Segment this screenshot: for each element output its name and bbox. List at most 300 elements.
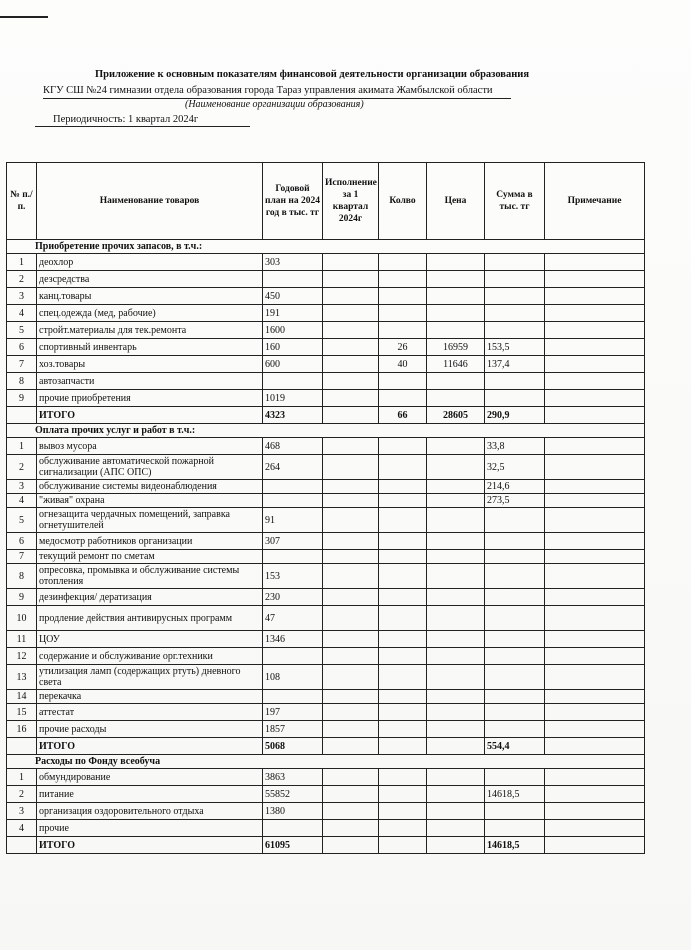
note: [545, 550, 645, 564]
total-exec: [323, 837, 379, 854]
annual-plan: 55852: [263, 786, 323, 803]
item-name: медосмотр работников организации: [37, 533, 263, 550]
item-name: дезинфекция/ дератизация: [37, 589, 263, 606]
execution-q1: [323, 322, 379, 339]
execution-q1: [323, 589, 379, 606]
price: [427, 550, 485, 564]
price: 16959: [427, 339, 485, 356]
price: [427, 690, 485, 704]
table-row: [7, 455, 645, 480]
quantity: [379, 589, 427, 606]
note: [545, 769, 645, 786]
note: [545, 373, 645, 390]
annual-plan: 600: [263, 356, 323, 373]
quantity: [379, 606, 427, 631]
item-name: деохлор: [37, 254, 263, 271]
note: [545, 322, 645, 339]
item-name: стройт.материалы для тек.ремонта: [37, 322, 263, 339]
header-plan: Годовой план на 2024 год в тыс. тг: [263, 163, 323, 240]
execution-q1: [323, 631, 379, 648]
item-name: прочие: [37, 820, 263, 837]
total-note: [545, 738, 645, 755]
sum-thousand-tenge: [485, 254, 545, 271]
row-number: 4: [7, 820, 37, 837]
execution-q1: [323, 254, 379, 271]
row-number: 4: [7, 305, 37, 322]
row-number: 7: [7, 550, 37, 564]
total-number: [7, 407, 37, 424]
table-row: [7, 494, 645, 508]
item-name: спец.одежда (мед, рабочие): [37, 305, 263, 322]
total-number: [7, 837, 37, 854]
execution-q1: [323, 648, 379, 665]
item-name: содержание и обслуживание орг.техники: [37, 648, 263, 665]
total-row: [7, 837, 645, 854]
table-row: [7, 631, 645, 648]
item-name: опресовка, промывка и обслуживание системы отопления: [37, 564, 263, 589]
table-row: [7, 550, 645, 564]
total-plan: 61095: [263, 837, 323, 854]
organization-caption: (Наименование организации образования): [185, 99, 364, 110]
total-label: ИТОГО: [37, 407, 263, 424]
annual-plan: 91: [263, 508, 323, 533]
total-qty: [379, 837, 427, 854]
item-name: обслуживание системы видеонаблюдения: [37, 480, 263, 494]
execution-q1: [323, 665, 379, 690]
item-name: автозапчасти: [37, 373, 263, 390]
note: [545, 690, 645, 704]
item-name: утилизация ламп (содержащих ртуть) дневного света: [37, 665, 263, 690]
period-underline: [35, 126, 250, 127]
item-name: обмундирование: [37, 769, 263, 786]
annual-plan: 1600: [263, 322, 323, 339]
item-name: перекачка: [37, 690, 263, 704]
sum-thousand-tenge: [485, 803, 545, 820]
execution-q1: [323, 271, 379, 288]
expenses-table: [6, 162, 645, 854]
note: [545, 288, 645, 305]
price: [427, 803, 485, 820]
note: [545, 648, 645, 665]
execution-q1: [323, 373, 379, 390]
execution-q1: [323, 494, 379, 508]
total-price: 28605: [427, 407, 485, 424]
section-header-row: [7, 424, 645, 438]
section-title: Оплата прочих услуг и работ в т.ч.:: [7, 424, 645, 438]
quantity: [379, 533, 427, 550]
annual-plan: 1346: [263, 631, 323, 648]
quantity: [379, 564, 427, 589]
annual-plan: [263, 820, 323, 837]
table-row: [7, 589, 645, 606]
price: [427, 648, 485, 665]
annual-plan: 153: [263, 564, 323, 589]
execution-q1: [323, 390, 379, 407]
total-qty: [379, 738, 427, 755]
quantity: [379, 550, 427, 564]
note: [545, 820, 645, 837]
quantity: [379, 480, 427, 494]
sum-thousand-tenge: [485, 550, 545, 564]
price: [427, 606, 485, 631]
quantity: [379, 803, 427, 820]
table-row: [7, 704, 645, 721]
row-number: 10: [7, 606, 37, 631]
sum-thousand-tenge: [485, 533, 545, 550]
table-row: [7, 665, 645, 690]
annual-plan: [263, 550, 323, 564]
annual-plan: 3863: [263, 769, 323, 786]
table-row: [7, 305, 645, 322]
price: [427, 373, 485, 390]
total-note: [545, 837, 645, 854]
table-row: [7, 786, 645, 803]
price: [427, 665, 485, 690]
row-number: 8: [7, 373, 37, 390]
row-number: 1: [7, 769, 37, 786]
table-row: [7, 373, 645, 390]
quantity: 40: [379, 356, 427, 373]
quantity: [379, 288, 427, 305]
header-sum: Сумма в тыс. тг: [485, 163, 545, 240]
total-sum: 14618,5: [485, 837, 545, 854]
price: 11646: [427, 356, 485, 373]
table-row: [7, 648, 645, 665]
total-row: [7, 407, 645, 424]
annual-plan: 303: [263, 254, 323, 271]
annual-plan: 230: [263, 589, 323, 606]
total-plan: 5068: [263, 738, 323, 755]
row-number: 5: [7, 322, 37, 339]
row-number: 1: [7, 438, 37, 455]
section-title: Приобретение прочих запасов, в т.ч.:: [7, 240, 645, 254]
sum-thousand-tenge: [485, 769, 545, 786]
quantity: [379, 648, 427, 665]
note: [545, 631, 645, 648]
annual-plan: [263, 373, 323, 390]
execution-q1: [323, 455, 379, 480]
sum-thousand-tenge: [485, 631, 545, 648]
item-name: питание: [37, 786, 263, 803]
quantity: [379, 494, 427, 508]
table-row: [7, 438, 645, 455]
note: [545, 589, 645, 606]
sum-thousand-tenge: [485, 648, 545, 665]
quantity: [379, 322, 427, 339]
item-name: продление действия антивирусных программ: [37, 606, 263, 631]
quantity: [379, 704, 427, 721]
header-num: № п./п.: [7, 163, 37, 240]
item-name: ЦОУ: [37, 631, 263, 648]
quantity: [379, 455, 427, 480]
total-number: [7, 738, 37, 755]
sum-thousand-tenge: [485, 390, 545, 407]
price: [427, 480, 485, 494]
sum-thousand-tenge: [485, 606, 545, 631]
table-body: [7, 240, 645, 854]
organization-name: КГУ СШ №24 гимназии отдела образования города Тараз управления акимата Жамбылской области: [43, 85, 493, 96]
sum-thousand-tenge: [485, 721, 545, 738]
table-row: [7, 533, 645, 550]
total-sum: 290,9: [485, 407, 545, 424]
total-exec: [323, 738, 379, 755]
item-name: хоз.товары: [37, 356, 263, 373]
price: [427, 533, 485, 550]
execution-q1: [323, 721, 379, 738]
section-title: Расходы по Фонду всеобуча: [7, 755, 645, 769]
sum-thousand-tenge: 153,5: [485, 339, 545, 356]
table-row: [7, 606, 645, 631]
row-number: 3: [7, 288, 37, 305]
sum-thousand-tenge: [485, 564, 545, 589]
table-row: [7, 356, 645, 373]
price: [427, 786, 485, 803]
quantity: [379, 631, 427, 648]
sum-thousand-tenge: [485, 690, 545, 704]
row-number: 16: [7, 721, 37, 738]
execution-q1: [323, 305, 379, 322]
note: [545, 533, 645, 550]
row-number: 2: [7, 271, 37, 288]
item-name: прочие приобретения: [37, 390, 263, 407]
sum-thousand-tenge: [485, 271, 545, 288]
table-row: [7, 339, 645, 356]
annual-plan: [263, 648, 323, 665]
note: [545, 564, 645, 589]
price: [427, 564, 485, 589]
sum-thousand-tenge: [485, 288, 545, 305]
quantity: [379, 305, 427, 322]
price: [427, 322, 485, 339]
execution-q1: [323, 438, 379, 455]
note: [545, 494, 645, 508]
note: [545, 356, 645, 373]
section-header-row: [7, 755, 645, 769]
price: [427, 288, 485, 305]
annual-plan: 468: [263, 438, 323, 455]
note: [545, 271, 645, 288]
price: [427, 438, 485, 455]
quantity: 26: [379, 339, 427, 356]
quantity: [379, 373, 427, 390]
annual-plan: 264: [263, 455, 323, 480]
table-row: [7, 390, 645, 407]
note: [545, 803, 645, 820]
execution-q1: [323, 533, 379, 550]
price: [427, 508, 485, 533]
execution-q1: [323, 820, 379, 837]
price: [427, 305, 485, 322]
table-row: [7, 322, 645, 339]
sum-thousand-tenge: 32,5: [485, 455, 545, 480]
table-row: [7, 820, 645, 837]
quantity: [379, 690, 427, 704]
total-price: [427, 738, 485, 755]
item-name: канц.товары: [37, 288, 263, 305]
row-number: 6: [7, 533, 37, 550]
quantity: [379, 390, 427, 407]
sum-thousand-tenge: 33,8: [485, 438, 545, 455]
note: [545, 339, 645, 356]
total-row: [7, 738, 645, 755]
annual-plan: [263, 690, 323, 704]
note: [545, 665, 645, 690]
execution-q1: [323, 564, 379, 589]
sum-thousand-tenge: [485, 704, 545, 721]
quantity: [379, 721, 427, 738]
price: [427, 390, 485, 407]
sum-thousand-tenge: 137,4: [485, 356, 545, 373]
quantity: [379, 254, 427, 271]
annual-plan: 1019: [263, 390, 323, 407]
note: [545, 704, 645, 721]
table-row: [7, 803, 645, 820]
execution-q1: [323, 769, 379, 786]
price: [427, 721, 485, 738]
annual-plan: 450: [263, 288, 323, 305]
item-name: спортивный инвентарь: [37, 339, 263, 356]
sum-thousand-tenge: [485, 508, 545, 533]
quantity: [379, 769, 427, 786]
annual-plan: 197: [263, 704, 323, 721]
sum-thousand-tenge: [485, 820, 545, 837]
header-name: Наименование товаров: [37, 163, 263, 240]
execution-q1: [323, 339, 379, 356]
execution-q1: [323, 786, 379, 803]
header-qty: Колво: [379, 163, 427, 240]
execution-q1: [323, 356, 379, 373]
price: [427, 704, 485, 721]
note: [545, 508, 645, 533]
item-name: прочие расходы: [37, 721, 263, 738]
table-row: [7, 288, 645, 305]
execution-q1: [323, 606, 379, 631]
row-number: 8: [7, 564, 37, 589]
table-row: [7, 508, 645, 533]
row-number: 7: [7, 356, 37, 373]
note: [545, 438, 645, 455]
row-number: 14: [7, 690, 37, 704]
sum-thousand-tenge: [485, 665, 545, 690]
row-number: 15: [7, 704, 37, 721]
annual-plan: [263, 494, 323, 508]
annual-plan: 47: [263, 606, 323, 631]
price: [427, 271, 485, 288]
table-row: [7, 721, 645, 738]
annual-plan: 1380: [263, 803, 323, 820]
annual-plan: [263, 271, 323, 288]
row-number: 9: [7, 390, 37, 407]
section-header-row: [7, 240, 645, 254]
row-number: 3: [7, 480, 37, 494]
quantity: [379, 665, 427, 690]
item-name: огнезащита чердачных помещений, заправка огнетушителей: [37, 508, 263, 533]
row-number: 11: [7, 631, 37, 648]
sum-thousand-tenge: [485, 305, 545, 322]
annual-plan: 108: [263, 665, 323, 690]
execution-q1: [323, 803, 379, 820]
row-number: 4: [7, 494, 37, 508]
sum-thousand-tenge: 273,5: [485, 494, 545, 508]
quantity: [379, 438, 427, 455]
price: [427, 254, 485, 271]
table-row: [7, 564, 645, 589]
table-row: [7, 769, 645, 786]
execution-q1: [323, 704, 379, 721]
note: [545, 254, 645, 271]
total-qty: 66: [379, 407, 427, 424]
row-number: 6: [7, 339, 37, 356]
note: [545, 480, 645, 494]
table-row: [7, 271, 645, 288]
execution-q1: [323, 550, 379, 564]
item-name: вывоз мусора: [37, 438, 263, 455]
header-price: Цена: [427, 163, 485, 240]
note: [545, 721, 645, 738]
sum-thousand-tenge: 14618,5: [485, 786, 545, 803]
note: [545, 305, 645, 322]
total-label: ИТОГО: [37, 837, 263, 854]
row-number: 2: [7, 455, 37, 480]
row-number: 9: [7, 589, 37, 606]
item-name: "живая" охрана: [37, 494, 263, 508]
price: [427, 769, 485, 786]
quantity: [379, 786, 427, 803]
note: [545, 786, 645, 803]
header-exec: Исполнение за 1 квартал 2024г: [323, 163, 379, 240]
execution-q1: [323, 480, 379, 494]
annual-plan: [263, 480, 323, 494]
sum-thousand-tenge: [485, 322, 545, 339]
item-name: текущий ремонт по сметам: [37, 550, 263, 564]
price: [427, 455, 485, 480]
row-number: 12: [7, 648, 37, 665]
row-number: 13: [7, 665, 37, 690]
row-number: 3: [7, 803, 37, 820]
item-name: аттестат: [37, 704, 263, 721]
row-number: 1: [7, 254, 37, 271]
total-price: [427, 837, 485, 854]
table-header-row: [7, 163, 645, 240]
total-label: ИТОГО: [37, 738, 263, 755]
total-note: [545, 407, 645, 424]
total-sum: 554,4: [485, 738, 545, 755]
note: [545, 390, 645, 407]
quantity: [379, 271, 427, 288]
corner-mark: [0, 16, 48, 18]
annual-plan: 307: [263, 533, 323, 550]
note: [545, 455, 645, 480]
total-plan: 4323: [263, 407, 323, 424]
price: [427, 589, 485, 606]
row-number: 2: [7, 786, 37, 803]
reporting-period: Периодичность: 1 квартал 2024г: [53, 114, 199, 125]
table-row: [7, 690, 645, 704]
item-name: дезсредства: [37, 271, 263, 288]
price: [427, 820, 485, 837]
total-exec: [323, 407, 379, 424]
item-name: обслуживание автоматической пожарной сигнализации (АПС ОПС): [37, 455, 263, 480]
note: [545, 606, 645, 631]
annual-plan: 1857: [263, 721, 323, 738]
item-name: организация оздоровительного отдыха: [37, 803, 263, 820]
execution-q1: [323, 288, 379, 305]
sum-thousand-tenge: [485, 373, 545, 390]
header-note: Примечание: [545, 163, 645, 240]
quantity: [379, 820, 427, 837]
execution-q1: [323, 508, 379, 533]
table-row: [7, 480, 645, 494]
